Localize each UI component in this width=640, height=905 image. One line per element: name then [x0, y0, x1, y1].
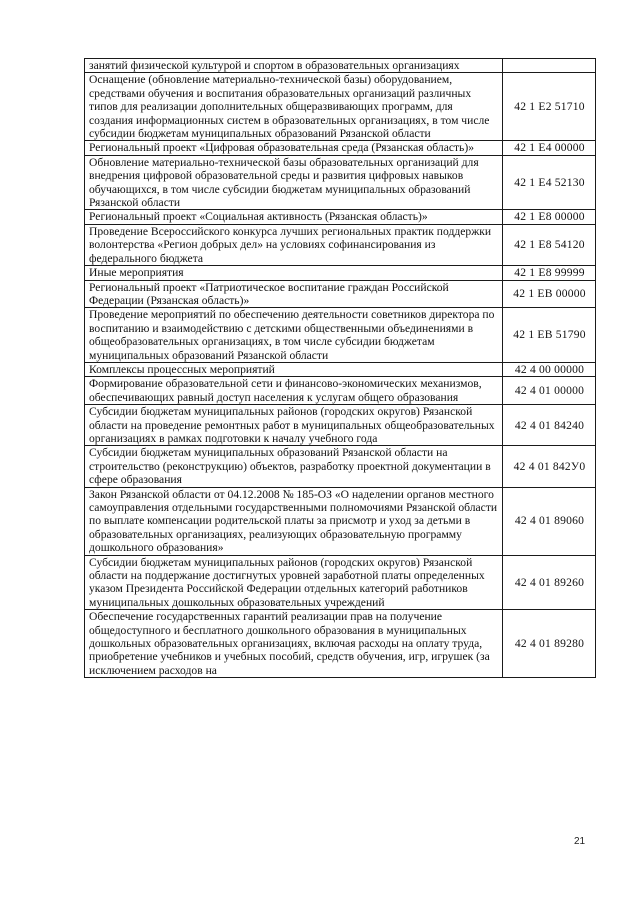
table-row — [85, 141, 596, 155]
table-row — [85, 610, 596, 678]
row-name-cell: Обновление материально-технической базы образовательных организаций для внедрения цифровой образовательной среды и развития цифровых навыков обучающихся, в том числе субсидии бюджетам муниципальных образований Рязанской области — [85, 155, 503, 210]
table-row — [85, 362, 596, 376]
table-row — [85, 555, 596, 610]
row-name-cell: Формирование образовательной сети и финансово-экономических механизмов, обеспечивающих равный доступ населения к услугам общего образования — [85, 377, 503, 405]
budget-classification-table — [84, 58, 596, 678]
row-name-cell: Субсидии бюджетам муниципальных образований Рязанской области на строительство (реконструкцию) объектов, разработку проектной документации в сфере образования — [85, 446, 503, 487]
table-row — [85, 487, 596, 555]
table-row — [85, 224, 596, 265]
row-name-cell: Региональный проект «Патриотическое воспитание граждан Российской Федерации (Рязанская область)» — [85, 280, 503, 308]
table-row — [85, 308, 596, 363]
row-name-cell: Оснащение (обновление материально-технической базы) оборудованием, средствами обучения и воспитания образовательных организаций различных типов для реализации дополнительных общеразвивающих программ, для создания информационных систем в образовательных организациях, в том числе субсидии бюджетам муниципальных образований Рязанской области — [85, 73, 503, 141]
table-row — [85, 155, 596, 210]
row-code-cell: 42 4 01 842У0 — [503, 446, 596, 487]
row-code-cell: 42 4 01 84240 — [503, 405, 596, 446]
row-code-cell: 42 1 E4 00000 — [503, 141, 596, 155]
table-row — [85, 405, 596, 446]
row-name-cell: Региональный проект «Социальная активность (Рязанская область)» — [85, 210, 503, 224]
row-code-cell: 42 4 00 00000 — [503, 362, 596, 376]
row-code-cell: 42 4 01 89280 — [503, 610, 596, 678]
row-name-cell: Проведение Всероссийского конкурса лучших региональных практик поддержки волонтерства «Регион добрых дел» на условиях софинансирования из федерального бюджета — [85, 224, 503, 265]
row-code-cell: 42 4 01 89060 — [503, 487, 596, 555]
row-code-cell: 42 1 E8 54120 — [503, 224, 596, 265]
table-row — [85, 377, 596, 405]
row-name-cell: Иные мероприятия — [85, 266, 503, 280]
row-code-cell: 42 1 E4 52130 — [503, 155, 596, 210]
table-row — [85, 73, 596, 141]
row-name-cell: Комплексы процессных мероприятий — [85, 362, 503, 376]
row-name-cell: Закон Рязанской области от 04.12.2008 № 185-ОЗ «О наделении органов местного самоуправления отдельными государственными полномочиями Рязанской области по выплате компенсации родительской платы за присмотр и уход за детьми в образовательных организациях, реализующих образовательную программу дошкольного образования» — [85, 487, 503, 555]
table-body — [85, 59, 596, 678]
table-row — [85, 59, 596, 73]
row-name-cell: занятий физической культурой и спортом в образовательных организациях — [85, 59, 503, 73]
row-code-cell: 42 1 E2 51710 — [503, 73, 596, 141]
row-name-cell: Проведение мероприятий по обеспечению деятельности советников директора по воспитанию и взаимодействию с детскими общественными объединениями в общеобразовательных организациях, в том числе субсидии бюджетам муниципальных образований Рязанской области — [85, 308, 503, 363]
row-code-cell: 42 1 EB 00000 — [503, 280, 596, 308]
row-name-cell: Субсидии бюджетам муниципальных районов (городских округов) Рязанской области на поддержание достигнутых уровней заработной платы определенных указом Президента Российской Федерации отдельных категорий работников муниципальных дошкольных образовательных учреждений — [85, 555, 503, 610]
page-number: 21 — [574, 836, 586, 847]
row-name-cell: Региональный проект «Цифровая образовательная среда (Рязанская область)» — [85, 141, 503, 155]
row-name-cell: Субсидии бюджетам муниципальных районов (городских округов) Рязанской области на проведение ремонтных работ в муниципальных общеобразовательных организациях в рамках подготовки к началу учебного года — [85, 405, 503, 446]
row-code-cell: 42 1 E8 00000 — [503, 210, 596, 224]
row-code-cell: 42 4 01 00000 — [503, 377, 596, 405]
row-code-cell: 42 4 01 89260 — [503, 555, 596, 610]
row-code-cell — [503, 59, 596, 73]
table-row — [85, 446, 596, 487]
table-row — [85, 266, 596, 280]
row-code-cell: 42 1 EB 51790 — [503, 308, 596, 363]
row-name-cell: Обеспечение государственных гарантий реализации прав на получение общедоступного и бесплатного дошкольного образования в муниципальных дошкольных образовательных организациях, включая расходы на оплату труда, приобретение учебников и учебных пособий, средств обучения, игр, игрушек (за исключением расходов на — [85, 610, 503, 678]
row-code-cell: 42 1 E8 99999 — [503, 266, 596, 280]
table-row — [85, 210, 596, 224]
table-row — [85, 280, 596, 308]
